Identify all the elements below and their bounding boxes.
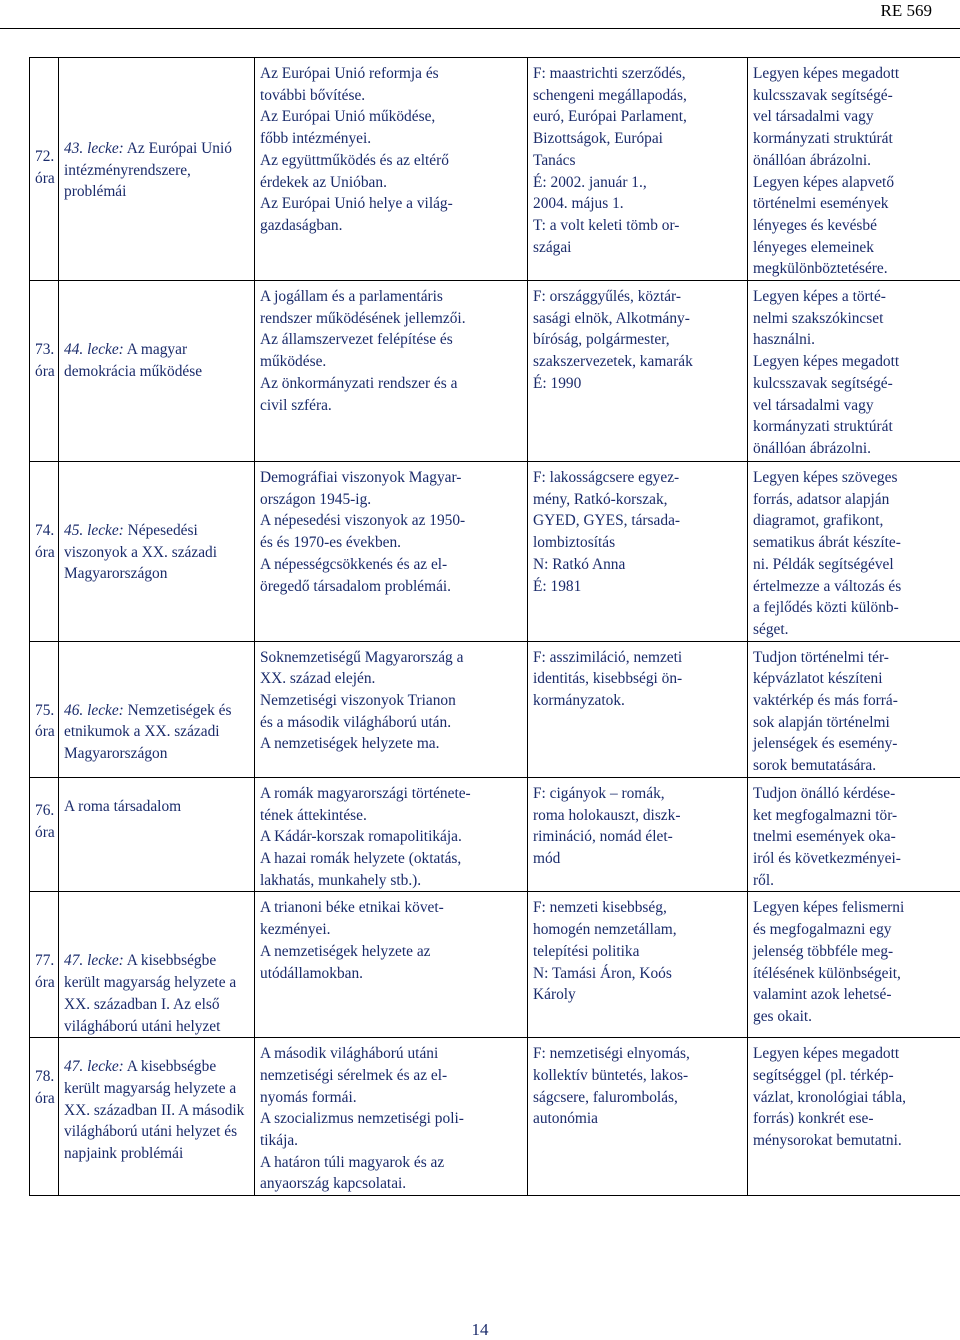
page-number: 14 xyxy=(0,1320,960,1340)
lesson-topic-title: A magyar demokrácia működése xyxy=(64,341,202,380)
lesson-requirements-cell xyxy=(748,641,960,777)
lesson-topic-cell xyxy=(59,892,255,1038)
lesson-number-cell xyxy=(30,1038,59,1196)
lesson-topic-title: A kisebbségbe került magyarság helyzete a XX. században I. Az első világháború utáni helyzet xyxy=(64,952,236,1034)
lesson-key-concepts-cell xyxy=(528,58,748,281)
lesson-key-concepts-text: F: cigányok – romák, roma holokauszt, diszk- rimináció, nomád élet- mód xyxy=(533,783,743,870)
lesson-number-cell xyxy=(30,462,59,642)
lesson-key-concepts-text: F: maastrichti szerződés, schengeni megállapodás, euró, Európai Parlament, Bizottságok, Európai Tanács É: 2002. január 1., 2004. május 1. T: a volt keleti tömb or- szágai xyxy=(533,63,743,258)
lesson-content-cell xyxy=(255,777,528,892)
lesson-content-cell xyxy=(255,1038,528,1196)
lesson-content-text: Soknemzetiségű Magyarország a XX. század elején. Nemzetiségi viszonyok Trianon és a második világháború után. A nemzetiségek helyzete ma. xyxy=(260,647,523,756)
lesson-topic-cell xyxy=(59,281,255,462)
page-header xyxy=(0,0,960,29)
lesson-key-concepts-text: F: országgyűlés, köztár- sasági elnök, Alkotmány- bíróság, polgármester, szakszervezetek, kamarák É: 1990 xyxy=(533,286,743,395)
lesson-key-concepts-text: F: lakosságcsere egyez- mény, Ratkó-korszak, GYED, GYES, társada- lombiztosítás N: Ratkó Anna É: 1981 xyxy=(533,467,743,597)
lesson-requirements-cell xyxy=(748,462,960,642)
lesson-requirements-text: Legyen képes a törté- nelmi szakszókincset használni. Legyen képes megadott kulcsszavak segítségé- vel társadalmi vagy kormányzati struktúrát önállóan ábrázolni. xyxy=(753,286,956,460)
lesson-requirements-text: Legyen képes megadott segítséggel (pl. térkép- vázlat, kronológiai tábla, forrás) konkrét ese- ménysorokat bemutatni. xyxy=(753,1043,956,1152)
lesson-number: 75. xyxy=(35,700,54,722)
lesson-topic-title: Nemzetiségek és etnikumok a XX. századi Magyarországon xyxy=(64,702,232,762)
lesson-requirements-text: Tudjon történelmi tér- képvázlatot készíteni vaktérkép és más forrá- sok alapján történelmi jelenségek és esemény- sorok bemutatására. xyxy=(753,647,956,777)
lesson-topic-number: 47. lecke: xyxy=(64,1058,124,1075)
lesson-requirements-text: Legyen képes megadott kulcsszavak segítségé- vel társadalmi vagy kormányzati struktúrát önállóan ábrázolni. Legyen képes alapvető történelmi események lényeges és kevésbé lényeges elemeinek megkülönböztetésére. xyxy=(753,63,956,280)
lesson-key-concepts-cell xyxy=(528,777,748,892)
lesson-number: 73. xyxy=(35,339,54,361)
lesson-topic-title: A roma társadalom xyxy=(64,798,181,815)
lesson-unit-label: óra xyxy=(35,972,54,994)
table-row xyxy=(30,777,960,892)
lesson-content-text: A romák magyarországi története- tének áttekintése. A Kádár-korszak romapolitikája. A hazai romák helyzete (oktatás, lakhatás, munkahely stb.). xyxy=(260,783,523,892)
lesson-content-text: A második világháború utáni nemzetiségi sérelmek és az el- nyomás formái. A szocializmus nemzetiségi poli- tikája. A határon túli magyarok és az anyaország kapcsolatai. xyxy=(260,1043,523,1195)
lesson-unit-label: óra xyxy=(35,721,54,743)
table-row xyxy=(30,462,960,642)
lesson-requirements-cell xyxy=(748,281,960,462)
lesson-requirements-cell xyxy=(748,892,960,1038)
table-row xyxy=(30,58,960,281)
lesson-topic-cell xyxy=(59,462,255,642)
table-row xyxy=(30,281,960,462)
table-row xyxy=(30,892,960,1038)
lesson-content-text: A trianoni béke etnikai követ- kezményei. A nemzetiségek helyzete az utódállamokban. xyxy=(260,897,523,984)
lesson-number-cell xyxy=(30,777,59,892)
lesson-key-concepts-cell xyxy=(528,641,748,777)
lesson-topic-cell xyxy=(59,641,255,777)
lesson-topic-title: Az Európai Unió intézményrendszere, problémái xyxy=(64,140,232,200)
lesson-unit-label: óra xyxy=(35,542,54,564)
lesson-key-concepts-text: F: nemzetiségi elnyomás, kollektív büntetés, lakos- ságcsere, falurombolás, autonómia xyxy=(533,1043,743,1130)
lesson-key-concepts-cell xyxy=(528,462,748,642)
table-row xyxy=(30,641,960,777)
lesson-topic-number: 47. lecke: xyxy=(64,952,124,969)
lesson-content-cell xyxy=(255,58,528,281)
lesson-requirements-cell xyxy=(748,1038,960,1196)
lesson-number-cell xyxy=(30,641,59,777)
lesson-topic-cell xyxy=(59,1038,255,1196)
curriculum-table xyxy=(29,57,960,1196)
lesson-key-concepts-cell xyxy=(528,892,748,1038)
lesson-number: 76. xyxy=(35,800,54,822)
lesson-unit-label: óra xyxy=(35,822,54,844)
lesson-topic-title: A kisebbségbe került magyarság helyzete a XX. században II. A második világháború utáni helyzet és napjaink problémái xyxy=(64,1058,244,1162)
lesson-key-concepts-cell xyxy=(528,281,748,462)
lesson-number-cell xyxy=(30,58,59,281)
lesson-content-cell xyxy=(255,892,528,1038)
lesson-content-cell xyxy=(255,281,528,462)
lesson-topic-number: 45. lecke: xyxy=(64,522,124,539)
lesson-topic-title: Népesedési viszonyok a XX. századi Magyarországon xyxy=(64,522,217,582)
lesson-content-cell xyxy=(255,641,528,777)
lesson-number: 72. xyxy=(35,146,54,168)
lesson-content-text: Demográfiai viszonyok Magyar- országon 1945-ig. A népesedési viszonyok az 1950- és és 1970-es években. A népességcsökkenés és az el- öregedő társadalom problémái. xyxy=(260,467,523,597)
lesson-unit-label: óra xyxy=(35,361,54,383)
lesson-key-concepts-cell xyxy=(528,1038,748,1196)
lesson-topic-cell xyxy=(59,777,255,892)
lesson-requirements-text: Legyen képes szöveges forrás, adatsor alapján diagramot, grafikont, sematikus ábrát készíte- ni. Példák segítségével értelmezze a változás és a fejlődés közti különb- séget. xyxy=(753,467,956,641)
lesson-key-concepts-text: F: asszimiláció, nemzeti identitás, kisebbségi ön- kormányzatok. xyxy=(533,647,743,712)
lesson-content-text: A jogállam és a parlamentáris rendszer működésének jellemzői. Az államszervezet felépítése és működése. Az önkormányzati rendszer és a civil szféra. xyxy=(260,286,523,416)
document-code: RE 569 xyxy=(881,0,932,22)
lesson-topic-number: 43. lecke: xyxy=(64,140,124,157)
lesson-topic-number: 44. lecke: xyxy=(64,341,124,358)
lesson-content-cell xyxy=(255,462,528,642)
lesson-number: 78. xyxy=(35,1066,54,1088)
table-row xyxy=(30,1038,960,1196)
lesson-number-cell xyxy=(30,892,59,1038)
lesson-topic-number: 46. lecke: xyxy=(64,702,124,719)
lesson-topic-cell xyxy=(59,58,255,281)
lesson-number: 77. xyxy=(35,950,54,972)
lesson-unit-label: óra xyxy=(35,168,54,190)
lesson-requirements-cell xyxy=(748,777,960,892)
lesson-content-text: Az Európai Unió reformja és további bővítése. Az Európai Unió működése, főbb intézményei. Az együttműködés és az eltérő érdekek az Unióban. Az Európai Unió helye a világ- gazdaságban. xyxy=(260,63,523,237)
lesson-unit-label: óra xyxy=(35,1088,54,1110)
lesson-key-concepts-text: F: nemzeti kisebbség, homogén nemzetállam, telepítési politika N: Tamási Áron, Koós Károly xyxy=(533,897,743,1006)
curriculum-table-body xyxy=(30,58,960,1196)
lesson-requirements-text: Legyen képes felismerni és megfogalmazni egy jelenség többféle meg- ítélésének különbségeit, valamint azok lehetsé- ges okait. xyxy=(753,897,956,1027)
lesson-number: 74. xyxy=(35,520,54,542)
lesson-requirements-text: Tudjon önálló kérdése- ket megfogalmazni tör- tnelmi események oka- iról és következményei- ről. xyxy=(753,783,956,892)
lesson-number-cell xyxy=(30,281,59,462)
lesson-requirements-cell xyxy=(748,58,960,281)
